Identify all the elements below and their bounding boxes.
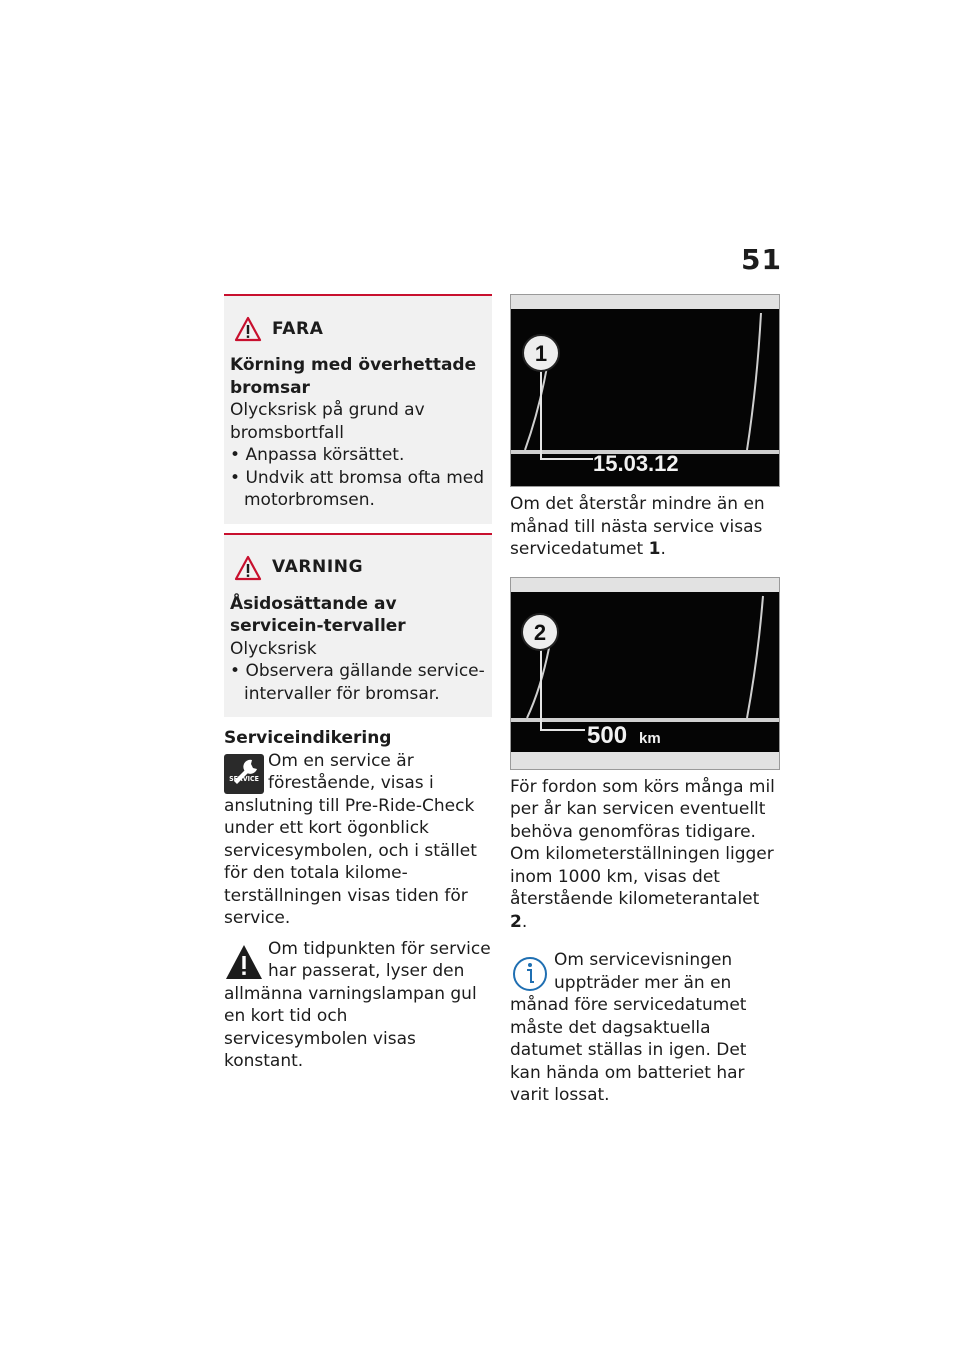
warning-title: VARNING bbox=[272, 557, 364, 578]
danger-bullet: • Anpassa körsättet. bbox=[230, 444, 486, 467]
info-text: Om servicevisningen uppträder mer än en månad före servicedatumet måste det dagsaktuella datumet ställas in igen. Det kan hända om batteriet har varit lossat. bbox=[510, 950, 747, 1105]
danger-title: FARA bbox=[272, 318, 324, 339]
display-km-figure bbox=[510, 577, 780, 770]
warning-triangle-icon bbox=[234, 555, 262, 581]
warning-risk: Olycksrisk bbox=[230, 638, 317, 659]
display-date-figure bbox=[510, 294, 780, 487]
left-column bbox=[224, 294, 492, 1073]
warning-bullet: • Observera gällande service-intervaller för bromsar. bbox=[230, 660, 486, 705]
caption1-ref: 1 bbox=[648, 539, 661, 559]
right-column bbox=[510, 294, 780, 1107]
warning-subtitle: Åsidosättande av servicein-tervaller bbox=[230, 593, 406, 636]
warning-header bbox=[234, 555, 486, 581]
service-wrench-icon bbox=[224, 754, 264, 794]
caption1-end: . bbox=[660, 539, 666, 559]
danger-subtitle: Körning med överhettade bromsar bbox=[230, 355, 477, 398]
danger-callout bbox=[224, 294, 492, 524]
general-warning-icon bbox=[224, 942, 264, 982]
caption2-text: För fordon som körs många mil per år kan servicen eventuellt behöva genomföras tidigare. Om kilometerställningen ligger inom 1000 km, visas det återstående kilometerantalet bbox=[510, 776, 775, 909]
warning-callout bbox=[224, 533, 492, 718]
caption2-ref: 2 bbox=[510, 911, 522, 932]
service-date-readout: 15.03.12 bbox=[593, 451, 679, 476]
info-icon bbox=[510, 953, 550, 993]
caption1-text: Om det återstår mindre än en månad till nästa service visas servicedatumet bbox=[510, 494, 765, 559]
warning-bullets bbox=[230, 660, 486, 705]
km-readout: 500 bbox=[587, 721, 628, 749]
callout-marker-2: 2 bbox=[533, 619, 547, 645]
caption2-end: . bbox=[521, 911, 528, 932]
callout-marker-1: 1 bbox=[534, 341, 548, 366]
service-paragraph bbox=[224, 750, 492, 930]
service-icon-label: SERVICE bbox=[229, 775, 259, 783]
page-number: 51 bbox=[741, 243, 782, 276]
danger-header bbox=[234, 316, 486, 342]
overdue-paragraph bbox=[224, 938, 492, 1073]
service-heading: Serviceindikering bbox=[224, 728, 392, 748]
service-para2: Om tidpunkten för service har passerat, lyser den allmänna varningslampan gul en kort tid och servicesymbolen visas konstant. bbox=[224, 938, 491, 1071]
danger-bullets bbox=[230, 444, 486, 512]
km-unit: km bbox=[639, 729, 661, 747]
danger-risk: Olycksrisk på grund av bromsbortfall bbox=[230, 400, 425, 443]
caption-km bbox=[510, 776, 780, 934]
warning-triangle-icon bbox=[234, 316, 262, 342]
danger-bullet: • Undvik att bromsa ofta med motorbromsen. bbox=[230, 467, 486, 512]
caption-date bbox=[510, 493, 780, 561]
service-para1: Om en service är förestående, visas i anslutning till Pre-Ride-Check under ett kort ögonblick servicesymbolen, och i stället för den totala kilome-terställningen visas tiden för service. bbox=[224, 750, 477, 928]
info-paragraph bbox=[510, 949, 780, 1107]
